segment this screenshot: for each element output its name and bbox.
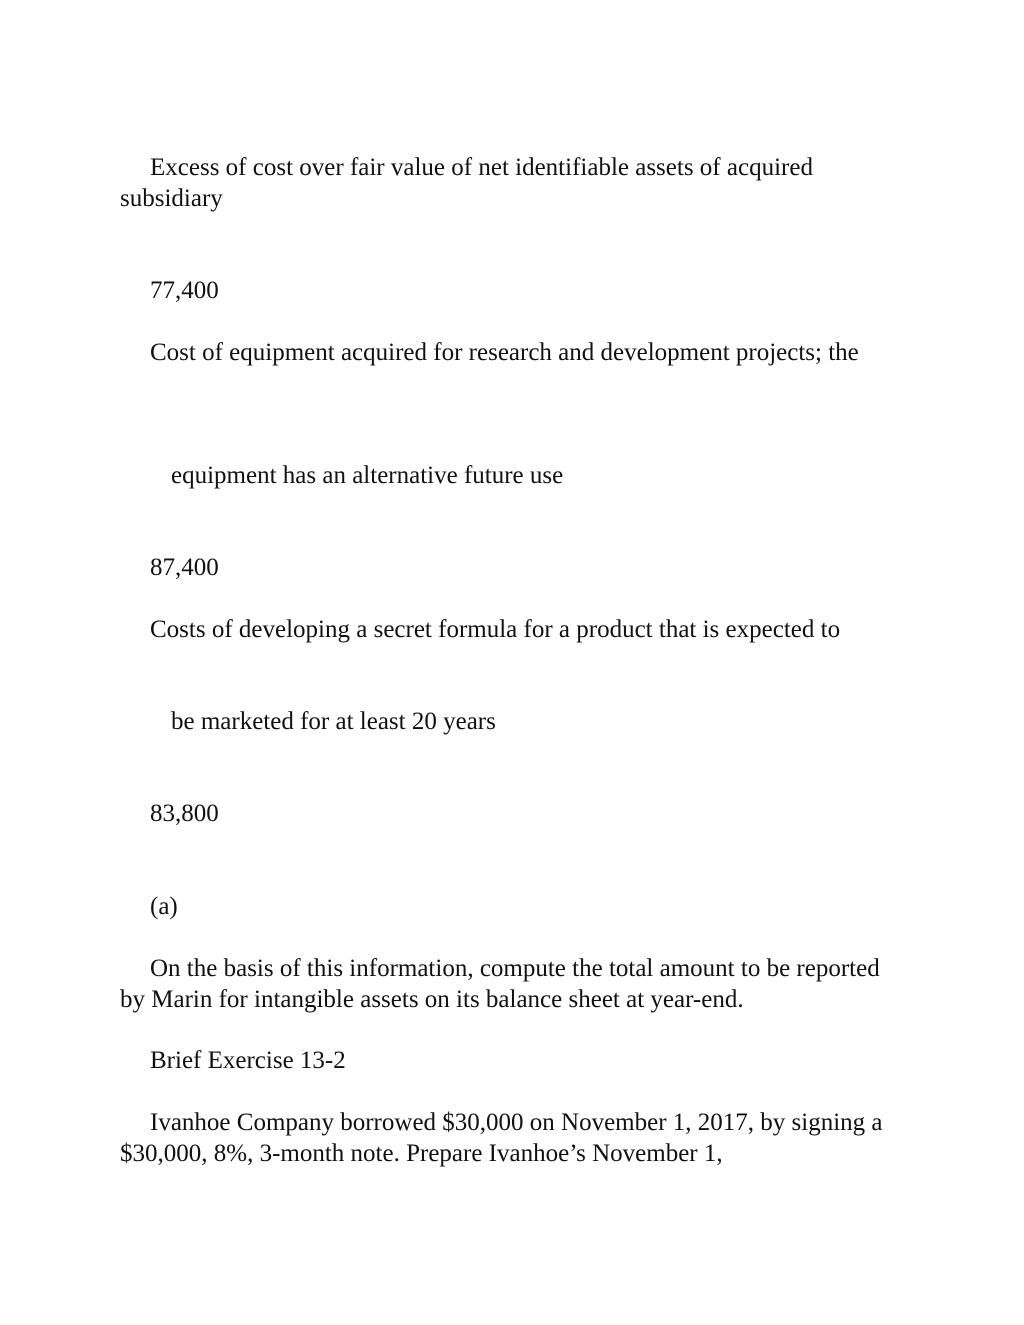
exercise-heading: Brief Exercise 13-2 (150, 1047, 346, 1074)
item-description-goodwill: Excess of cost over fair value of net identifiable assets of acquired subsidiary (120, 154, 813, 212)
exercise-text: Ivanhoe Company borrowed $30,000 on November 1, 2017, by signing a $30,000, 8%, 3-month note. Prepare Ivanhoe’s November 1, (120, 1109, 883, 1167)
item-description-rd-equipment-continued: equipment has an alternative future use (171, 462, 564, 489)
item-amount-goodwill: 77,400 (150, 277, 219, 304)
question-label: (a) (150, 893, 178, 920)
item-amount-rd-equipment: 87,400 (150, 554, 219, 581)
item-description-secret-formula-continued: be marketed for at least 20 years (171, 708, 496, 735)
question-text: On the basis of this information, compute the total amount to be reported by Marin for intangible assets on its balance sheet at year-end. (120, 955, 880, 1013)
item-description-rd-equipment: Cost of equipment acquired for research and development projects; the (150, 339, 859, 366)
item-description-secret-formula: Costs of developing a secret formula for a product that is expected to (150, 616, 841, 643)
item-amount-secret-formula: 83,800 (150, 800, 219, 827)
